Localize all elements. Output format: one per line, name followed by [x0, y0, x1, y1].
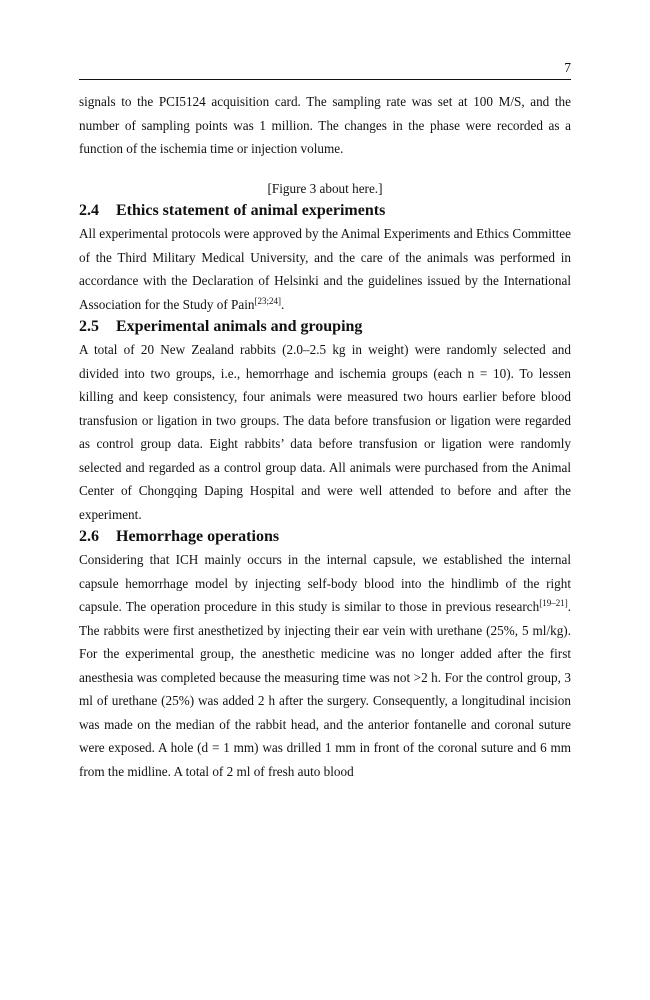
- section-title: Ethics statement of animal experiments: [116, 202, 386, 219]
- animals-paragraph: A total of 20 New Zealand rabbits (2.0–2.5 kg in weight) were randomly selected and divided into two groups, i.e., hemorrhage and ischemia groups (each n = 10). To lessen killing and keep consistency, four animals were measured two hours earlier before blood transfusion or ligation in two groups. The data before transfusion or ligation were regarded as control group data. Eight rabbits’ data before transfusion or ligation were randomly selected and regarded as a control group data. All animals were purchased from the Animal Center of Chongqing Daping Hospital and were well attended to before and after the experiment.: [79, 342, 571, 522]
- section-number: 2.4: [79, 202, 99, 219]
- intro-paragraph: signals to the PCI5124 acquisition card. The sampling rate was set at 100 M/S, and the number of sampling points was 1 million. The changes in the phase were recorded as a function of the ischemia time or injection volume.: [79, 94, 571, 156]
- section-number: 2.5: [79, 318, 99, 335]
- figure-placeholder: [Figure 3 about here.]: [267, 180, 383, 196]
- section-title: Hemorrhage operations: [116, 528, 280, 545]
- ethics-paragraph: [79, 222, 571, 316]
- citation: [23;24]: [254, 295, 281, 306]
- hemorrhage-paragraph: [79, 548, 571, 783]
- paragraph-text: .: [280, 296, 285, 312]
- section-heading-2-4: [79, 200, 571, 222]
- section-title: Experimental animals and grouping: [116, 318, 363, 335]
- page-content: [79, 90, 571, 783]
- paragraph-text: All experimental protocols were approved by the Animal Experiments and Ethics Committee of the Third Military Medical University, and the care of the animals was performed in accordance with the Declaration of Helsinki and the guidelines issued by the International Association for the Study of Pain: [79, 226, 571, 312]
- section-heading-2-5: [79, 316, 571, 338]
- page-number: 7: [564, 60, 571, 75]
- citation: [19–21]: [539, 598, 568, 608]
- header-rule: [79, 79, 571, 80]
- section-number: 2.6: [79, 528, 99, 545]
- paragraph-text: . The rabbits were first anesthetized by injecting their ear vein with urethane (25%, 5 ml/kg). For the experimental group, the anesthetic medicine was no longer added after the first anesthesia was completed because the measuring time was not >2 h. For the control group, 3 ml of urethane (25%) was added 2 h after the surgery. Consequently, a longitudinal incision was made on the median of the rabbit head, and the anterior fontanelle and coronal suture were exposed. A hole (d = 1 mm) was drilled 1 mm in front of the coronal suture and 6 mm from the midline. A total of 2 ml of fresh auto blood: [79, 599, 571, 779]
- section-heading-2-6: [79, 526, 571, 548]
- paragraph-text: Considering that ICH mainly occurs in the internal capsule, we established the internal capsule hemorrhage model by injecting self-body blood into the hindlimb of the right capsule. The operation procedure in this study is similar to those in previous research: [79, 552, 571, 614]
